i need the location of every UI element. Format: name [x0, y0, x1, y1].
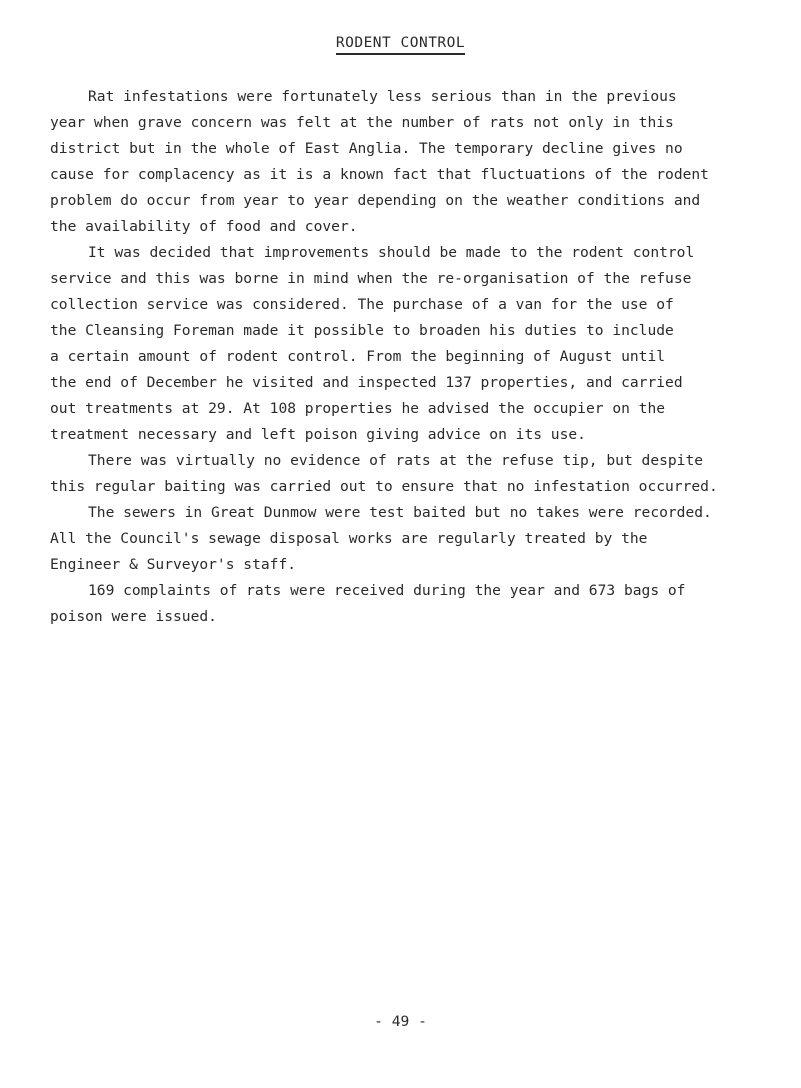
paragraph-4 — [50, 578, 770, 630]
paragraph-line: a certain amount of rodent control. From the beginning of August until — [50, 348, 666, 365]
paragraph-line: year when grave concern was felt at the number of rats not only in this — [50, 114, 674, 131]
paragraph-line: 169 complaints of rats were received during the year and 673 bags of — [88, 582, 686, 599]
paragraph-line: the availability of food and cover. — [50, 218, 358, 235]
paragraph-line: poison were issued. — [50, 608, 217, 625]
paragraph-line: All the Council's sewage disposal works are regularly treated by the — [50, 530, 648, 547]
paragraph-line: Rat infestations were fortunately less serious than in the previous — [88, 88, 677, 105]
paragraph-line: service and this was borne in mind when the re-organisation of the refuse — [50, 270, 692, 287]
paragraph-line: district but in the whole of East Anglia. The temporary decline gives no — [50, 140, 683, 157]
page-title — [0, 33, 801, 55]
paragraph-line: There was virtually no evidence of rats at the refuse tip, but despite — [88, 452, 704, 469]
paragraph-line: the end of December he visited and inspected 137 properties, and carried — [50, 374, 683, 391]
paragraph-line: problem do occur from year to year depending on the weather conditions and — [50, 192, 701, 209]
page-title-text: RODENT CONTROL — [336, 33, 465, 55]
paragraph-line: cause for complacency as it is a known fact that fluctuations of the rodent — [50, 166, 709, 183]
paragraph-2 — [50, 240, 770, 448]
paragraph-line: the Cleansing Foreman made it possible to broaden his duties to include — [50, 322, 674, 339]
paragraph-line: out treatments at 29. At 108 properties he advised the occupier on the — [50, 400, 666, 417]
page-number: - 49 - — [374, 1013, 427, 1030]
paragraph-line: It was decided that improvements should be made to the rodent control — [88, 244, 695, 261]
paragraph-line: Engineer & Surveyor's staff. — [50, 556, 297, 573]
paragraph-line: collection service was considered. The purchase of a van for the use of — [50, 296, 674, 313]
paragraph-line: this regular baiting was carried out to ensure that no infestation occurred. — [50, 478, 718, 495]
paragraph-1 — [50, 84, 770, 240]
paragraph-line: treatment necessary and left poison giving advice on its use. — [50, 426, 586, 443]
paragraph-line: The sewers in Great Dunmow were test baited but no takes were recorded. — [88, 504, 712, 521]
paragraph-3 — [50, 448, 770, 578]
